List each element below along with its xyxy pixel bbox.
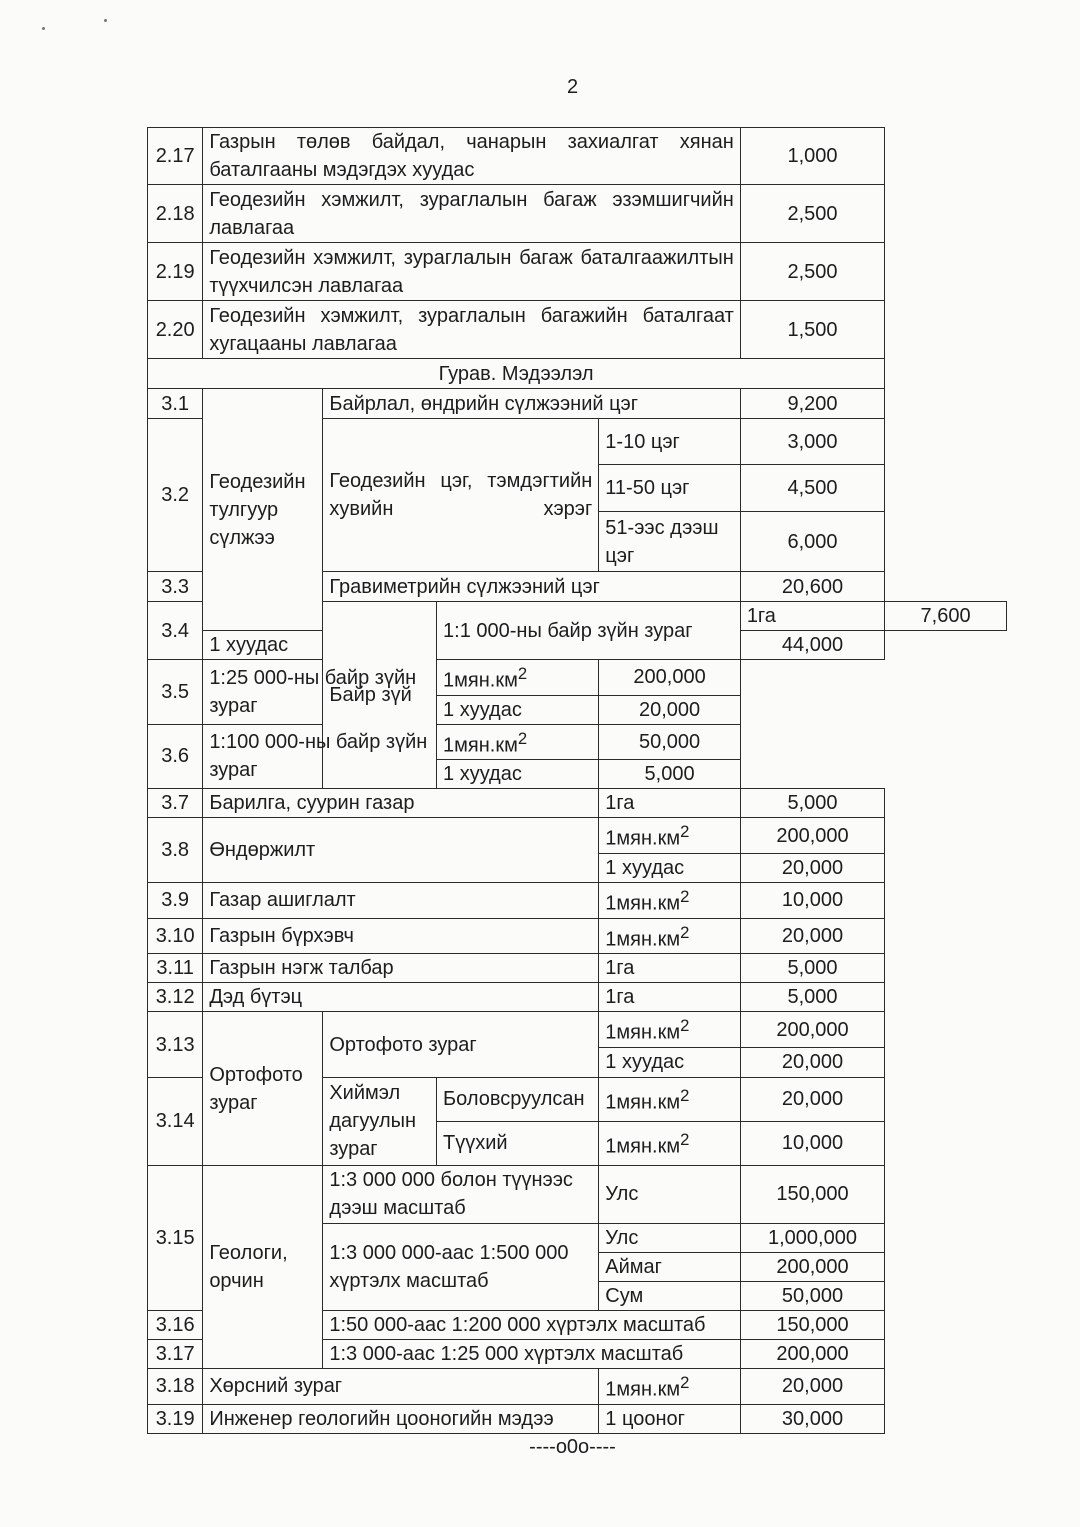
table-row [148, 1368, 1007, 1404]
row-description: Газрын нэгж талбар [203, 954, 599, 983]
row-unit: Сум [599, 1281, 741, 1310]
row-value: 9,200 [740, 389, 884, 419]
row-description: Инженер геологийн цооногийн мэдээ [203, 1404, 599, 1433]
table-row [148, 724, 1007, 760]
row-number: 3.15 [148, 1165, 203, 1310]
table-row [148, 818, 1007, 854]
row-description: Геодезийн хэмжилт, зураглалын багажийн баталгаат хугацааны лавлагаа [203, 301, 741, 359]
group-label-orthophoto: Ортофото зураг [203, 1012, 323, 1166]
row-value: 10,000 [740, 882, 884, 918]
row-value: 20,000 [740, 1047, 884, 1077]
row-number: 3.13 [148, 1012, 203, 1078]
row-description: Барилга, суурин газар [203, 789, 599, 818]
scan-speck [104, 19, 107, 22]
row-unit: 1га [599, 789, 741, 818]
row-value: 3,000 [740, 419, 884, 465]
row-number: 3.12 [148, 983, 203, 1012]
row-number: 3.16 [148, 1310, 203, 1339]
row-value: 50,000 [599, 724, 741, 760]
end-mark: ----o0o---- [529, 1436, 616, 1458]
table-row [148, 918, 1007, 954]
table-row [148, 1165, 1007, 1223]
row-unit: 1га [599, 954, 741, 983]
row-unit: $1мян.км^2$ [599, 1077, 741, 1121]
row-unit: $1мян.км^2$ [437, 724, 599, 760]
row-value: 5,000 [740, 789, 884, 818]
row-unit: $1мян.км^2$ [599, 918, 741, 954]
row-unit: 51-ээс дээш цэг [599, 512, 741, 572]
row-value: 20,000 [740, 918, 884, 954]
row-unit: 1га [599, 983, 741, 1012]
row-description: 1:1 000-ны байр зүйн зураг [437, 602, 741, 660]
page-number: 2 [566, 76, 579, 98]
row-unit: 1 хуудас [203, 631, 323, 660]
row-value: 4,500 [740, 465, 884, 512]
row-value: 2,500 [740, 185, 884, 243]
row-unit: Улс [599, 1165, 741, 1223]
table-row [148, 185, 1007, 243]
row-number: 2.20 [148, 301, 203, 359]
row-value: 20,000 [740, 853, 884, 882]
row-kind: Боловсруулсан [437, 1077, 599, 1121]
table-row [148, 389, 1007, 419]
row-value: 200,000 [740, 1252, 884, 1281]
row-value: 10,000 [740, 1121, 884, 1165]
row-value: 5,000 [740, 983, 884, 1012]
row-number: 3.11 [148, 954, 203, 983]
table-row [148, 882, 1007, 918]
row-value: 2,500 [740, 243, 884, 301]
row-number: 3.8 [148, 818, 203, 883]
row-number: 3.2 [148, 419, 203, 572]
row-description: Геодезийн хэмжилт, зураглалын багаж эзэмшигчийн лавлагаа [203, 185, 741, 243]
row-description: Газрын төлөв байдал, чанарын захиалгат хянан баталгааны мэдэгдэх хуудас [203, 128, 741, 185]
row-description: Геодезийн хэмжилт, зураглалын багаж баталгаажилтын түүхчилсэн лавлагаа [203, 243, 741, 301]
row-value: 20,000 [740, 1368, 884, 1404]
row-description: 1:50 000-аас 1:200 000 хүртэлх масштаб [323, 1310, 740, 1339]
fee-table [147, 127, 1007, 1434]
row-number: 3.1 [148, 389, 203, 419]
row-unit: 1 цооног [599, 1404, 741, 1433]
row-number: 2.19 [148, 243, 203, 301]
row-value: 7,600 [885, 602, 1007, 631]
section-header-row [148, 359, 1007, 389]
row-value: 150,000 [740, 1310, 884, 1339]
row-description: Гравиметрийн сүлжээний цэг [323, 572, 740, 602]
table-row [148, 1012, 1007, 1048]
row-value: 200,000 [740, 818, 884, 854]
table-row [148, 128, 1007, 185]
table-row [148, 983, 1007, 1012]
table-row [148, 243, 1007, 301]
row-value: 1,000,000 [740, 1223, 884, 1252]
row-value: 5,000 [599, 760, 741, 789]
row-value: 44,000 [740, 631, 884, 660]
table-row [148, 1404, 1007, 1433]
row-kind: Түүхий [437, 1121, 599, 1165]
row-value: 150,000 [740, 1165, 884, 1223]
table-row [148, 789, 1007, 818]
row-unit: Аймаг [599, 1252, 741, 1281]
row-unit: 1 хуудас [437, 760, 599, 789]
row-value: 200,000 [599, 660, 741, 696]
row-number: 3.10 [148, 918, 203, 954]
table-row [148, 660, 1007, 696]
row-value: 20,000 [599, 695, 741, 724]
table-row [148, 301, 1007, 359]
group-label-geodesy: Геодезийн тулгуур сүлжээ [203, 389, 323, 631]
row-number: 2.17 [148, 128, 203, 185]
row-unit: 1 хуудас [437, 695, 599, 724]
row-description: Дэд бүтэц [203, 983, 599, 1012]
row-description: Өндөржилт [203, 818, 599, 883]
row-description: Байрлал, өндрийн сүлжээний цэг [323, 389, 740, 419]
row-unit: $1мян.км^2$ [599, 1368, 741, 1404]
row-number: 3.6 [148, 724, 203, 789]
group-label-topography: Байр зүй [323, 602, 437, 789]
section-title: Гурав. Мэдээлэл [148, 359, 885, 389]
row-description: Хөрсний зураг [203, 1368, 599, 1404]
row-description: 1:3 000 000 болон түүнээс дээш масштаб [323, 1165, 599, 1223]
row-description: Хиймэл дагуулын зураг [323, 1077, 437, 1165]
row-description: 1:3 000-аас 1:25 000 хүртэлх масштаб [323, 1339, 740, 1368]
scan-speck [42, 27, 45, 30]
row-value: 30,000 [740, 1404, 884, 1433]
row-value: 20,600 [740, 572, 884, 602]
row-number: 3.19 [148, 1404, 203, 1433]
row-description: 1:25 000-ны байр зүйн зураг [203, 660, 437, 725]
row-unit: 1 хуудас [599, 1047, 741, 1077]
row-value: 200,000 [740, 1339, 884, 1368]
row-unit: 1га [740, 602, 884, 631]
row-unit: $1мян.км^2$ [599, 818, 741, 854]
row-unit: 1-10 цэг [599, 419, 741, 465]
row-description: 1:100 000-ны байр зүйн зураг [203, 724, 437, 789]
row-number: 3.14 [148, 1077, 203, 1165]
row-number: 3.7 [148, 789, 203, 818]
row-number: 3.17 [148, 1339, 203, 1368]
row-number: 3.18 [148, 1368, 203, 1404]
row-description: Геодезийн цэг, тэмдэгтийн хувийн хэрэг [323, 419, 599, 572]
row-value: 5,000 [740, 954, 884, 983]
row-value: 1,000 [740, 128, 884, 185]
table-row [148, 954, 1007, 983]
row-number: 3.3 [148, 572, 203, 602]
row-value: 50,000 [740, 1281, 884, 1310]
group-label-geology: Геологи, орчин [203, 1165, 323, 1368]
row-number: 2.18 [148, 185, 203, 243]
row-value: 20,000 [740, 1077, 884, 1121]
row-number: 3.9 [148, 882, 203, 918]
row-value: 200,000 [740, 1012, 884, 1048]
row-unit: $1мян.км^2$ [599, 1012, 741, 1048]
row-description: 1:3 000 000-аас 1:500 000 хүртэлх масштаб [323, 1223, 599, 1310]
row-number: 3.5 [148, 660, 203, 725]
row-value: 1,500 [740, 301, 884, 359]
row-unit: Улс [599, 1223, 741, 1252]
row-unit: $1мян.км^2$ [599, 1121, 741, 1165]
row-value: 6,000 [740, 512, 884, 572]
row-unit: 11-50 цэг [599, 465, 741, 512]
row-number: 3.4 [148, 602, 203, 660]
row-unit: $1мян.км^2$ [437, 660, 599, 696]
row-description: Газрын бүрхэвч [203, 918, 599, 954]
row-unit: 1 хуудас [599, 853, 741, 882]
row-unit: $1мян.км^2$ [599, 882, 741, 918]
row-description: Газар ашиглалт [203, 882, 599, 918]
row-description: Ортофото зураг [323, 1012, 599, 1078]
